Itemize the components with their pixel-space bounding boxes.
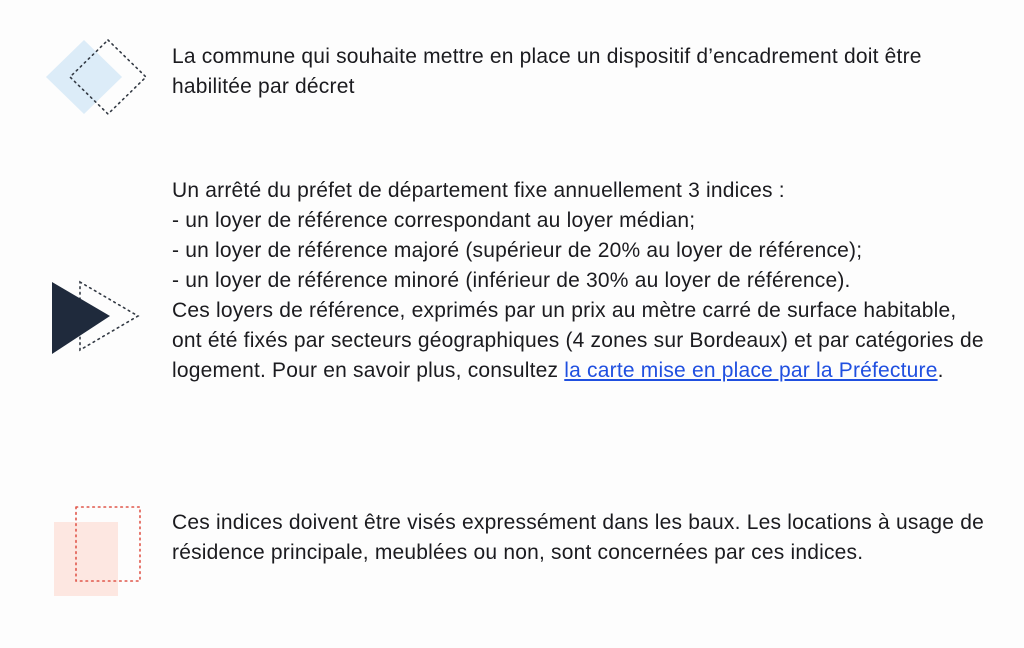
indices-item-minore: - un loyer de référence minoré (inférieur de 30% au loyer de référence). xyxy=(172,269,851,292)
diamond-icon xyxy=(40,36,150,118)
section-habilitation xyxy=(0,0,1024,130)
square-icon xyxy=(52,504,144,600)
section-baux xyxy=(0,490,1024,620)
indices-item-median: - un loyer de référence correspondant au loyer médian; xyxy=(172,209,696,232)
indices-intro: Un arrêté du préfet de département fixe annuellement 3 indices : xyxy=(172,179,785,202)
habilitation-text: La commune qui souhaite mettre en place un dispositif d’encadrement doit être habilitée par décret xyxy=(172,45,922,98)
section-indices xyxy=(0,170,1024,460)
indices-text xyxy=(172,176,984,386)
prefecture-map-link[interactable]: la carte mise en place par la Préfecture xyxy=(564,359,938,382)
indices-period: . xyxy=(937,359,944,382)
indices-details-text: Ces loyers de référence, exprimés par un prix au mètre carré de surface habitable, ont été fixés par secteurs géographiques (4 zones sur Bordeaux) et par catégories de logement. Pour en savoir plus, consultez xyxy=(172,299,984,382)
baux-text: Ces indices doivent être visés expressément dans les baux. Les locations à usage de résidence principale, meublées ou non, sont concernées par ces indices. xyxy=(172,511,984,564)
triangle-play-icon xyxy=(48,274,148,358)
indices-item-majore: - un loyer de référence majoré (supérieur de 20% au loyer de référence); xyxy=(172,239,863,262)
indices-details xyxy=(172,296,984,386)
